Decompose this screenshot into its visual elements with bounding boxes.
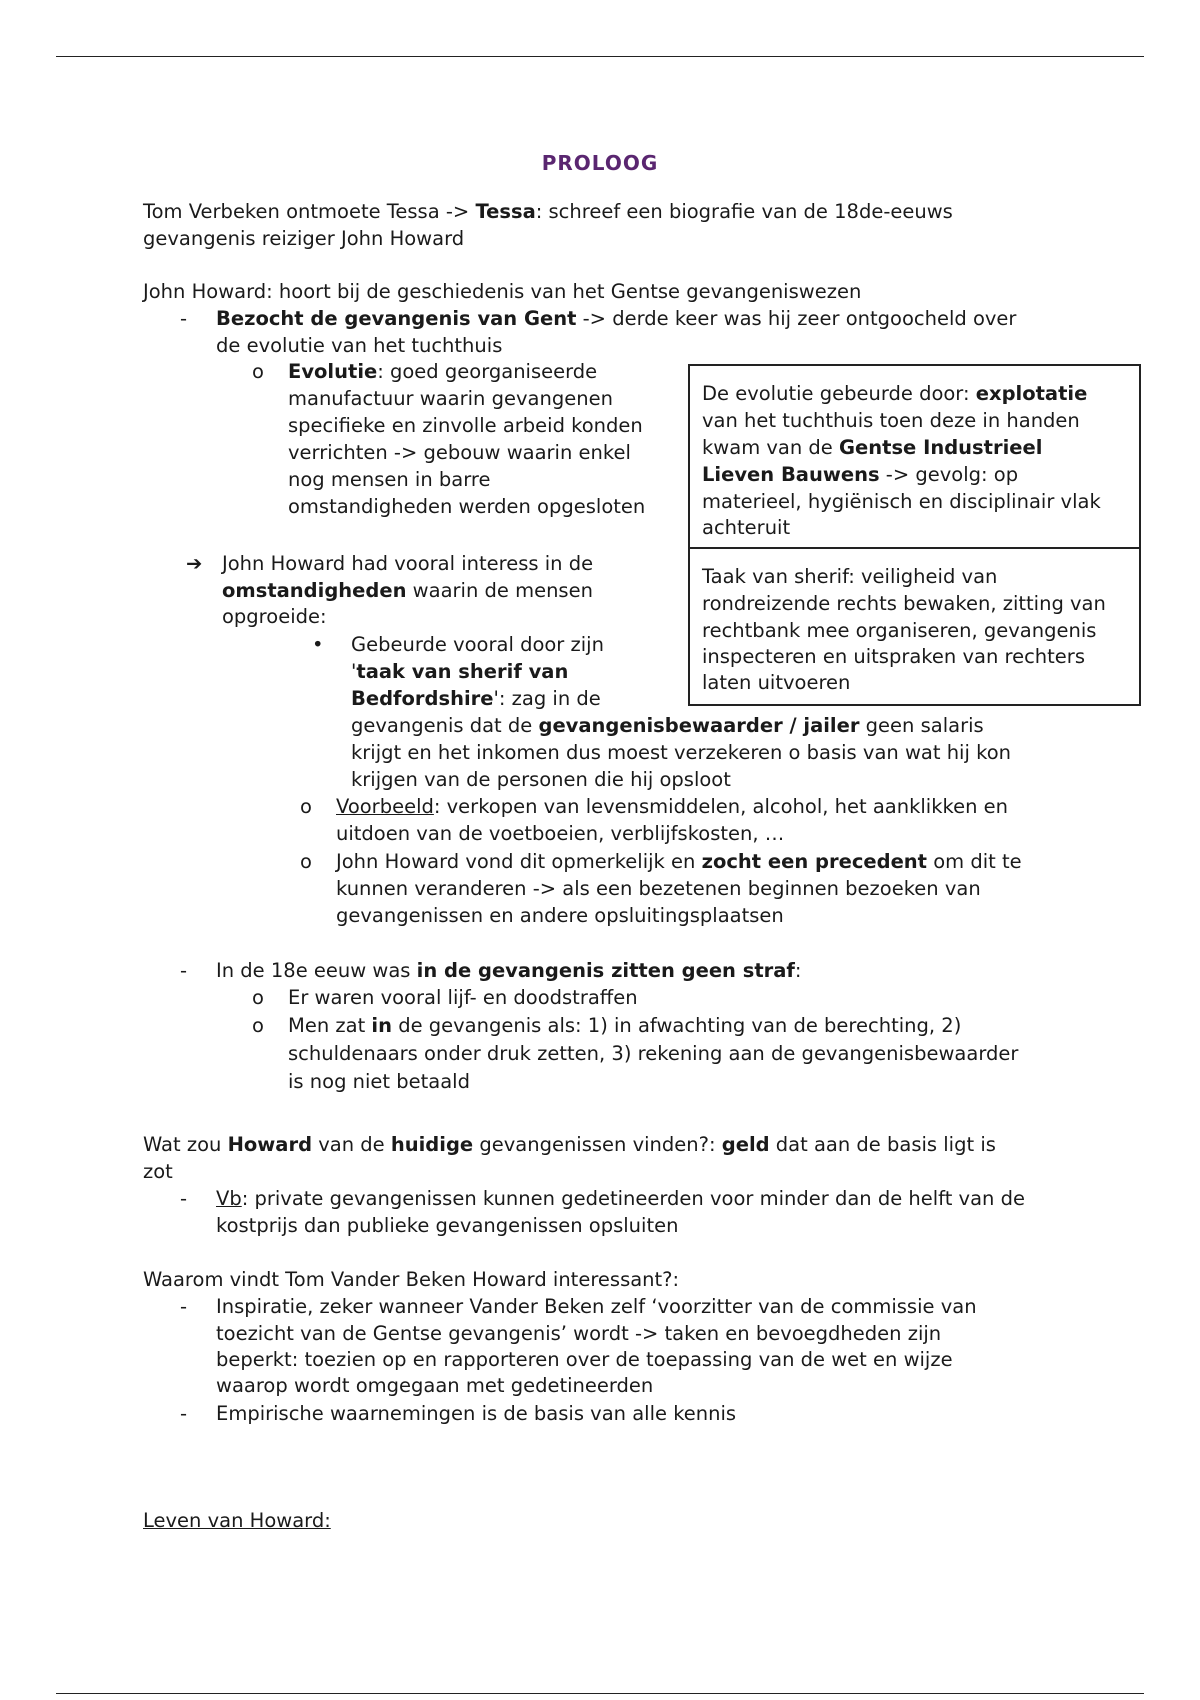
sherif-line-4 (351, 712, 984, 739)
precedent-line-2: kunnen veranderen -> als een bezetenen beginnen bezoeken van (336, 877, 981, 900)
arrow-line-2 (222, 577, 593, 604)
box2-line-5: laten uitvoeren (702, 671, 851, 694)
howard-heading: John Howard: hoort bij de geschiedenis van het Gentse gevangeniswezen (143, 280, 862, 303)
bezocht-line-2: de evolutie van het tuchthuis (216, 334, 503, 357)
text: gevangenis dat de (351, 714, 539, 737)
text: van de (312, 1133, 391, 1156)
text: geen salaris (859, 714, 984, 737)
circle-marker: o (300, 795, 312, 818)
intro-line-1 (143, 198, 953, 225)
text: waarin de mensen (406, 579, 593, 602)
sherif-line-3 (351, 685, 601, 712)
text: gevangenissen vinden?: (473, 1133, 722, 1156)
bold-text: in (371, 1014, 392, 1037)
box1-line-4 (702, 461, 1018, 488)
intro-text: : schreef een biografie van de 18de-eeuws (535, 200, 953, 223)
waarom-b2: Empirische waarnemingen is de basis van alle kennis (216, 1402, 737, 1425)
precedent-line-3: gevangenissen en andere opsluitingsplaatsen (336, 904, 784, 927)
evolutie-line-3: specifieke en zinvolle arbeid konden (288, 414, 643, 437)
bottom-rule (56, 1693, 1144, 1694)
text: kwam van de (702, 436, 840, 459)
text: John Howard vond dit opmerkelijk en (336, 850, 702, 873)
box1-line-6: achteruit (702, 516, 791, 539)
circle-marker: o (252, 986, 264, 1009)
huidige-line-1 (143, 1131, 996, 1158)
voorbeeld-line-2: uitdoen van de voetboeien, verblijfskosten, … (336, 822, 785, 845)
eeuw-line-1 (216, 957, 802, 984)
bold-text: Evolutie (288, 360, 378, 383)
bold-text: omstandigheden (222, 579, 407, 602)
bold-text: explotatie (975, 382, 1088, 405)
eeuw-sub-2-line-2: schuldenaars onder druk zetten, 3) rekening aan de gevangenisbewaarder (288, 1042, 1019, 1065)
evolutie-line-2: manufactuur waarin gevangenen (288, 387, 613, 410)
huidige-line-2: zot (143, 1160, 173, 1183)
box2-line-4: inspecteren en uitspraken van rechters (702, 645, 1085, 668)
evolutie-line-4: verrichten -> gebouw waarin enkel (288, 441, 631, 464)
intro-bold: Tessa (475, 200, 536, 223)
circle-marker: o (252, 1014, 264, 1037)
bezocht-line-1 (216, 305, 1016, 332)
dash-marker: - (180, 1402, 188, 1425)
waarom-b1-line-2: toezicht van de Gentse gevangenis’ wordt -> taken en bevoegdheden zijn (216, 1322, 942, 1345)
text: ': zag in de (493, 687, 601, 710)
intro-text: Tom Verbeken ontmoete Tessa -> (143, 200, 476, 223)
sherif-line-6: krijgen van de personen die hij opsloot (351, 768, 731, 791)
bold-text: Bezocht de gevangenis van Gent (216, 307, 577, 330)
precedent-line-1 (336, 848, 1022, 875)
sherif-box (688, 547, 1141, 706)
arrow-marker: ➔ (186, 552, 203, 575)
text: De evolutie gebeurde door: (702, 382, 976, 405)
box2-line-2: rondreizende rechts bewaken, zitting van (702, 592, 1106, 615)
bold-text: huidige (390, 1133, 474, 1156)
text: om dit te (927, 850, 1022, 873)
evolutie-line-5: nog mensen in barre (288, 468, 491, 491)
bold-text: Bedfordshire (351, 687, 494, 710)
eeuw-sub-1: Er waren vooral lijf- en doodstraffen (288, 986, 638, 1009)
waarom-heading: Waarom vindt Tom Vander Beken Howard interessant?: (143, 1268, 680, 1291)
text: : private gevangenissen kunnen gedetineerden voor minder dan de helft van de (241, 1187, 1025, 1210)
bold-text: Howard (227, 1133, 313, 1156)
evolutie-line-6: omstandigheden werden opgesloten (288, 495, 646, 518)
arrow-line-1: John Howard had vooral interess in de (222, 552, 594, 575)
bold-text: geld (721, 1133, 770, 1156)
leven-heading: Leven van Howard: (143, 1509, 331, 1532)
evolutie-line-1 (288, 358, 597, 385)
bold-text: gevangenisbewaarder / jailer (538, 714, 860, 737)
dash-marker: - (180, 959, 188, 982)
bold-text: in de gevangenis zitten geen straf (416, 959, 795, 982)
text: ' (351, 660, 357, 683)
waarom-b1-line-4: waarop wordt omgegaan met gedetineerden (216, 1374, 654, 1397)
bullet-marker: • (312, 633, 324, 656)
eeuw-sub-2-line-3: is nog niet betaald (288, 1070, 470, 1093)
text: dat aan de basis ligt is (769, 1133, 996, 1156)
text: -> derde keer was hij zeer ontgoocheld over (576, 307, 1017, 330)
explotatie-box (688, 364, 1141, 549)
text: de gevangenis als: 1) in afwachting van de berechting, 2) (392, 1014, 962, 1037)
page-title: PROLOOG (541, 151, 659, 175)
bold-text: Lieven Bauwens (702, 463, 880, 486)
underlined-text: Vb (216, 1187, 242, 1210)
box1-line-5: materieel, hygiënisch en disciplinair vlak (702, 490, 1101, 513)
dash-marker: - (180, 1187, 188, 1210)
box2-line-1: Taak van sherif: veiligheid van (702, 565, 998, 588)
circle-marker: o (300, 850, 312, 873)
top-rule (56, 56, 1144, 57)
waarom-b1-line-3: beperkt: toezien op en rapporteren over de toepassing van de wet en wijze (216, 1348, 953, 1371)
text: : verkopen van levensmiddelen, alcohol, het aanklikken en (433, 795, 1009, 818)
waarom-b1-line-1: Inspiratie, zeker wanneer Vander Beken zelf ‘voorzitter van de commissie van (216, 1295, 977, 1318)
circle-marker: o (252, 360, 264, 383)
sherif-line-1: Gebeurde vooral door zijn (351, 633, 604, 656)
bold-text: taak van sherif van (356, 660, 569, 683)
box1-line-3 (702, 434, 1042, 461)
eeuw-sub-2-line-1 (288, 1012, 961, 1039)
sherif-line-2 (351, 658, 568, 685)
text: : (794, 959, 802, 982)
dash-marker: - (180, 307, 188, 330)
bold-text: zocht een precedent (701, 850, 928, 873)
vb-line-1 (216, 1185, 1025, 1212)
dash-marker: - (180, 1295, 188, 1318)
arrow-line-3: opgroeide: (222, 605, 327, 628)
text: Wat zou (143, 1133, 228, 1156)
text: In de 18e eeuw was (216, 959, 417, 982)
box2-line-3: rechtbank mee organiseren, gevangenis (702, 619, 1097, 642)
intro-line-2: gevangenis reiziger John Howard (143, 227, 465, 250)
box1-line-1 (702, 380, 1087, 407)
bold-text: Gentse Industrieel (839, 436, 1043, 459)
text: -> gevolg: op (879, 463, 1019, 486)
underlined-text: Voorbeeld (336, 795, 434, 818)
sherif-line-5: krijgt en het inkomen dus moest verzekeren o basis van wat hij kon (351, 741, 1011, 764)
text: Men zat (288, 1014, 372, 1037)
box1-line-2: van het tuchthuis toen deze in handen (702, 409, 1080, 432)
text: : goed georganiseerde (377, 360, 598, 383)
voorbeeld-line-1 (336, 793, 1008, 820)
vb-line-2: kostprijs dan publieke gevangenissen opsluiten (216, 1214, 679, 1237)
